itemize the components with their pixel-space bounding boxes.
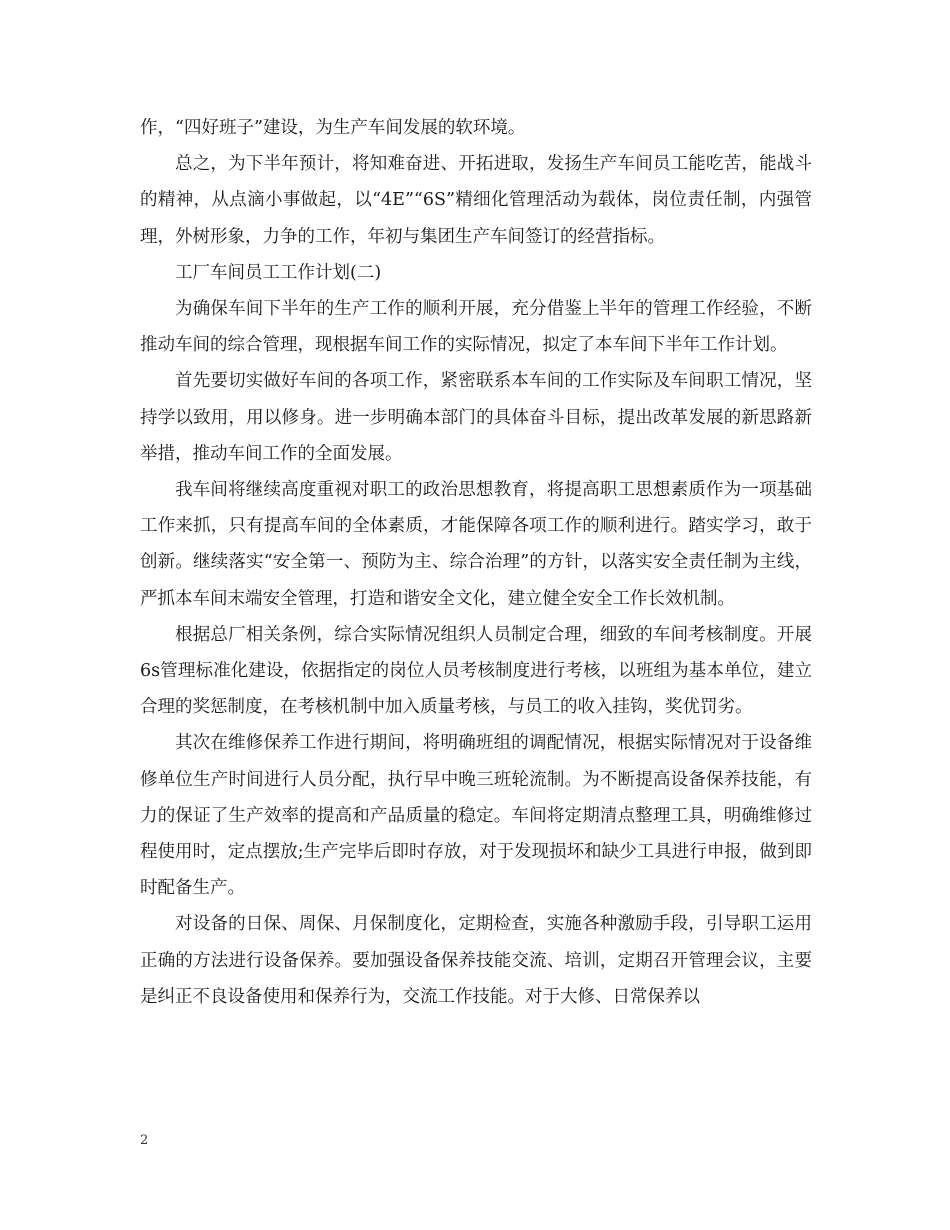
paragraph: 对设备的日保、周保、月保制度化，定期检查，实施各种激励手段，引导职工运用正确的方法进行设备保养。要加强设备保养技能交流、培训，定期召开管理会议，主要是纠正不良设备使用和保养行为，交流工作技能。对于大修、日常保养以 bbox=[140, 914, 812, 1007]
paragraph: 为确保车间下半年的生产工作的顺利开展，充分借鉴上半年的管理工作经验，不断推动车间的综合管理，现根据车间工作的实际情况，拟定了本车间下半年工作计划。 bbox=[140, 299, 812, 356]
paragraph: 作，“四好班子”建设，为生产车间发展的软环境。 bbox=[140, 118, 526, 138]
paragraph: 首先要切实做好车间的各项工作，紧密联系本车间的工作实际及车间职工情况，坚持学以致用，用以修身。进一步明确本部门的具体奋斗目标，提出改革发展的新思路新举措，推动车间工作的全面发展。 bbox=[140, 371, 812, 464]
paragraph: 根据总厂相关条例，综合实际情况组织人员制定合理，细致的车间考核制度。开展6s管理标准化建设，依据指定的岗位人员考核制度进行考核，以班组为基本单位，建立合理的奖惩制度，在考核机制中加入质量考核，与员工的收入挂钩，奖优罚劣。 bbox=[140, 624, 812, 718]
paragraph: 其次在维修保养工作进行期间，将明确班组的调配情况，根据实际情况对于设备维修单位生产时间进行人员分配，执行早中晚三班轮流制。为不断提高设备保养技能，有力的保证了生产效率的提高和产品质量的稳定。车间将定期清点整理工具，明确维修过程使用时，定点摆放;生产完毕后即时存放，对于发现损坏和缺少工具进行申报，做到即时配备生产。 bbox=[140, 733, 812, 899]
paragraph: 总之，为下半年预计，将知难奋进、开拓进取，发扬生产车间员工能吃苦，能战斗的精神，从点滴小事做起，以“4E”“6S”精细化管理活动为载体，岗位责任制，内强管理，外树形象，力争的工作，年初与集团生产车间签订的经营指标。 bbox=[140, 154, 812, 247]
document-body bbox=[140, 110, 812, 1015]
page-number: 2 bbox=[140, 1133, 149, 1148]
paragraph: 我车间将继续高度重视对职工的政治思想教育，将提高职工思想素质作为一项基础工作来抓，只有提高车间的全体素质，才能保障各项工作的顺利进行。踏实学习，敢于创新。继续落实“安全第一、预防为主、综合治理”的方针，以落实安全责任制为主线，严抓本车间末端安全管理，打造和谐安全文化，建立健全安全工作长效机制。 bbox=[140, 480, 812, 609]
section-heading: 工厂车间员工工作计划(二) bbox=[175, 262, 382, 283]
